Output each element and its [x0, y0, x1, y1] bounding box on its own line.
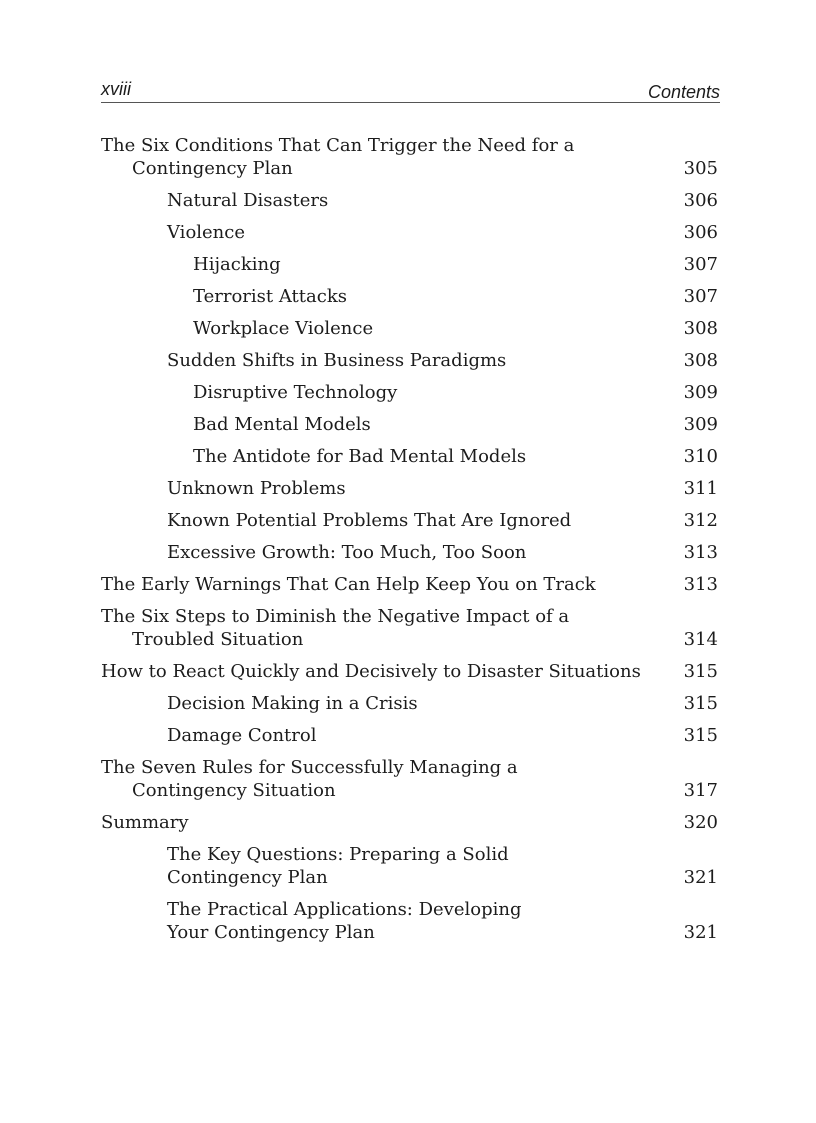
toc-page-number: 308	[683, 318, 718, 339]
toc-entry-title-line: Hijacking	[193, 254, 281, 275]
toc-entry-title	[0, 843, 509, 889]
toc-entry-title	[0, 381, 397, 404]
toc-entry-title-line: Excessive Growth: Too Much, Too Soon	[167, 542, 527, 563]
toc-page-number: 307	[683, 286, 718, 307]
toc-entry-title-line: The Early Warnings That Can Help Keep You on Track	[101, 574, 596, 595]
toc-page-number: 307	[683, 254, 718, 275]
toc-entry[interactable]	[0, 541, 816, 564]
toc-entry[interactable]	[0, 253, 816, 276]
toc-entry-title-line: Unknown Problems	[167, 478, 346, 499]
toc-entry-title-line: Contingency Plan	[132, 158, 293, 179]
toc-page-number: 309	[683, 414, 718, 435]
toc-entry-title-line: Contingency Situation	[132, 780, 336, 801]
toc-entry[interactable]	[0, 317, 816, 340]
toc-entry[interactable]	[0, 221, 816, 244]
toc-entry-title-line: Disruptive Technology	[193, 382, 398, 403]
toc-entry-title	[0, 445, 526, 468]
toc-entry[interactable]	[0, 756, 816, 802]
toc-entry-title	[0, 477, 346, 500]
toc-entry-title-line: The Key Questions: Preparing a Solid	[167, 844, 509, 865]
toc-page-number: 320	[683, 812, 718, 833]
toc-entry-title	[0, 692, 418, 715]
toc-entry-title-line: Natural Disasters	[167, 190, 329, 211]
toc-entry-title	[0, 189, 328, 212]
toc-page-number: 317	[683, 780, 718, 801]
toc-entry-title	[0, 756, 518, 802]
toc-entry-title-line: The Six Conditions That Can Trigger the Need for a	[101, 135, 575, 156]
toc-page-number: 314	[683, 629, 718, 650]
toc-page-number: 310	[683, 446, 718, 467]
running-head	[101, 78, 720, 103]
toc-entry[interactable]	[0, 898, 816, 944]
toc-page-number: 313	[683, 542, 718, 563]
toc-entry-title-line: Summary	[101, 812, 189, 833]
toc-entry-title-line: Troubled Situation	[132, 629, 304, 650]
toc-entry[interactable]	[0, 692, 816, 715]
toc-entry-title-line: Terrorist Attacks	[193, 286, 347, 307]
toc-page-number: 315	[683, 661, 718, 682]
toc-entry[interactable]	[0, 509, 816, 532]
toc-entry[interactable]	[0, 189, 816, 212]
toc-entry-title	[0, 413, 371, 436]
toc-entry-title-line: Violence	[167, 222, 246, 243]
toc-entry[interactable]	[0, 381, 816, 404]
toc-entry-title	[0, 253, 281, 276]
toc-entry-title-line: Bad Mental Models	[193, 414, 371, 435]
toc-page-number: 321	[683, 922, 718, 943]
toc-entry[interactable]	[0, 445, 816, 468]
section-title: Contents	[647, 82, 720, 102]
toc-page-number: 309	[683, 382, 718, 403]
toc-entry-title	[0, 811, 189, 834]
toc-entry-title-line: The Six Steps to Diminish the Negative Impact of a	[101, 606, 570, 627]
toc-entry-title	[0, 349, 506, 372]
toc-entry[interactable]	[0, 285, 816, 308]
toc-page-number: 312	[683, 510, 718, 531]
toc-entry[interactable]	[0, 413, 816, 436]
toc-entry-title-line: Sudden Shifts in Business Paradigms	[167, 350, 507, 371]
page-folio: xviii	[101, 79, 131, 99]
toc-entry[interactable]	[0, 724, 816, 747]
toc-entry-title-line: The Practical Applications: Developing	[167, 899, 522, 920]
toc-entry[interactable]	[0, 660, 816, 683]
toc-page-number: 313	[683, 574, 718, 595]
toc-entry-title	[0, 660, 641, 683]
toc-entry[interactable]	[0, 573, 816, 596]
toc-entry-title-line: Workplace Violence	[193, 318, 374, 339]
toc-entry-title	[0, 285, 347, 308]
toc-entry[interactable]	[0, 349, 816, 372]
toc-entry-title	[0, 605, 569, 651]
toc-page-number: 306	[683, 190, 718, 211]
toc-entry-title-line: The Antidote for Bad Mental Models	[193, 446, 527, 467]
toc-page-number: 315	[683, 693, 718, 714]
toc-entry-title-line: Damage Control	[167, 725, 317, 746]
toc-entry[interactable]	[0, 811, 816, 834]
toc-page-number: 311	[683, 478, 718, 499]
toc-entry[interactable]	[0, 843, 816, 889]
toc-entry[interactable]	[0, 477, 816, 500]
toc-page-number: 305	[683, 158, 718, 179]
toc-entry-title-line: How to React Quickly and Decisively to Disaster Situations	[101, 661, 641, 682]
toc-entry-title-line: The Seven Rules for Successfully Managing a	[101, 757, 518, 778]
toc-entry-title	[0, 317, 373, 340]
toc-entry-title-line: Contingency Plan	[167, 867, 328, 888]
toc-entry-title	[0, 221, 245, 244]
toc-entry-title	[0, 898, 522, 944]
toc-page-number: 321	[683, 867, 718, 888]
toc-page-number: 308	[683, 350, 718, 371]
toc-page-number: 315	[683, 725, 718, 746]
toc-entry-title	[0, 134, 574, 180]
toc-entry-title	[0, 541, 526, 564]
toc-entry[interactable]	[0, 134, 816, 180]
toc-entry-title	[0, 573, 596, 596]
toc-entry[interactable]	[0, 605, 816, 651]
toc-entry-title	[0, 724, 317, 747]
toc-entry-title-line: Decision Making in a Crisis	[167, 693, 418, 714]
toc-page-number: 306	[683, 222, 718, 243]
toc-entry-title-line: Your Contingency Plan	[167, 922, 375, 943]
toc-entry-title-line: Known Potential Problems That Are Ignored	[167, 510, 572, 531]
toc-entry-title	[0, 509, 571, 532]
